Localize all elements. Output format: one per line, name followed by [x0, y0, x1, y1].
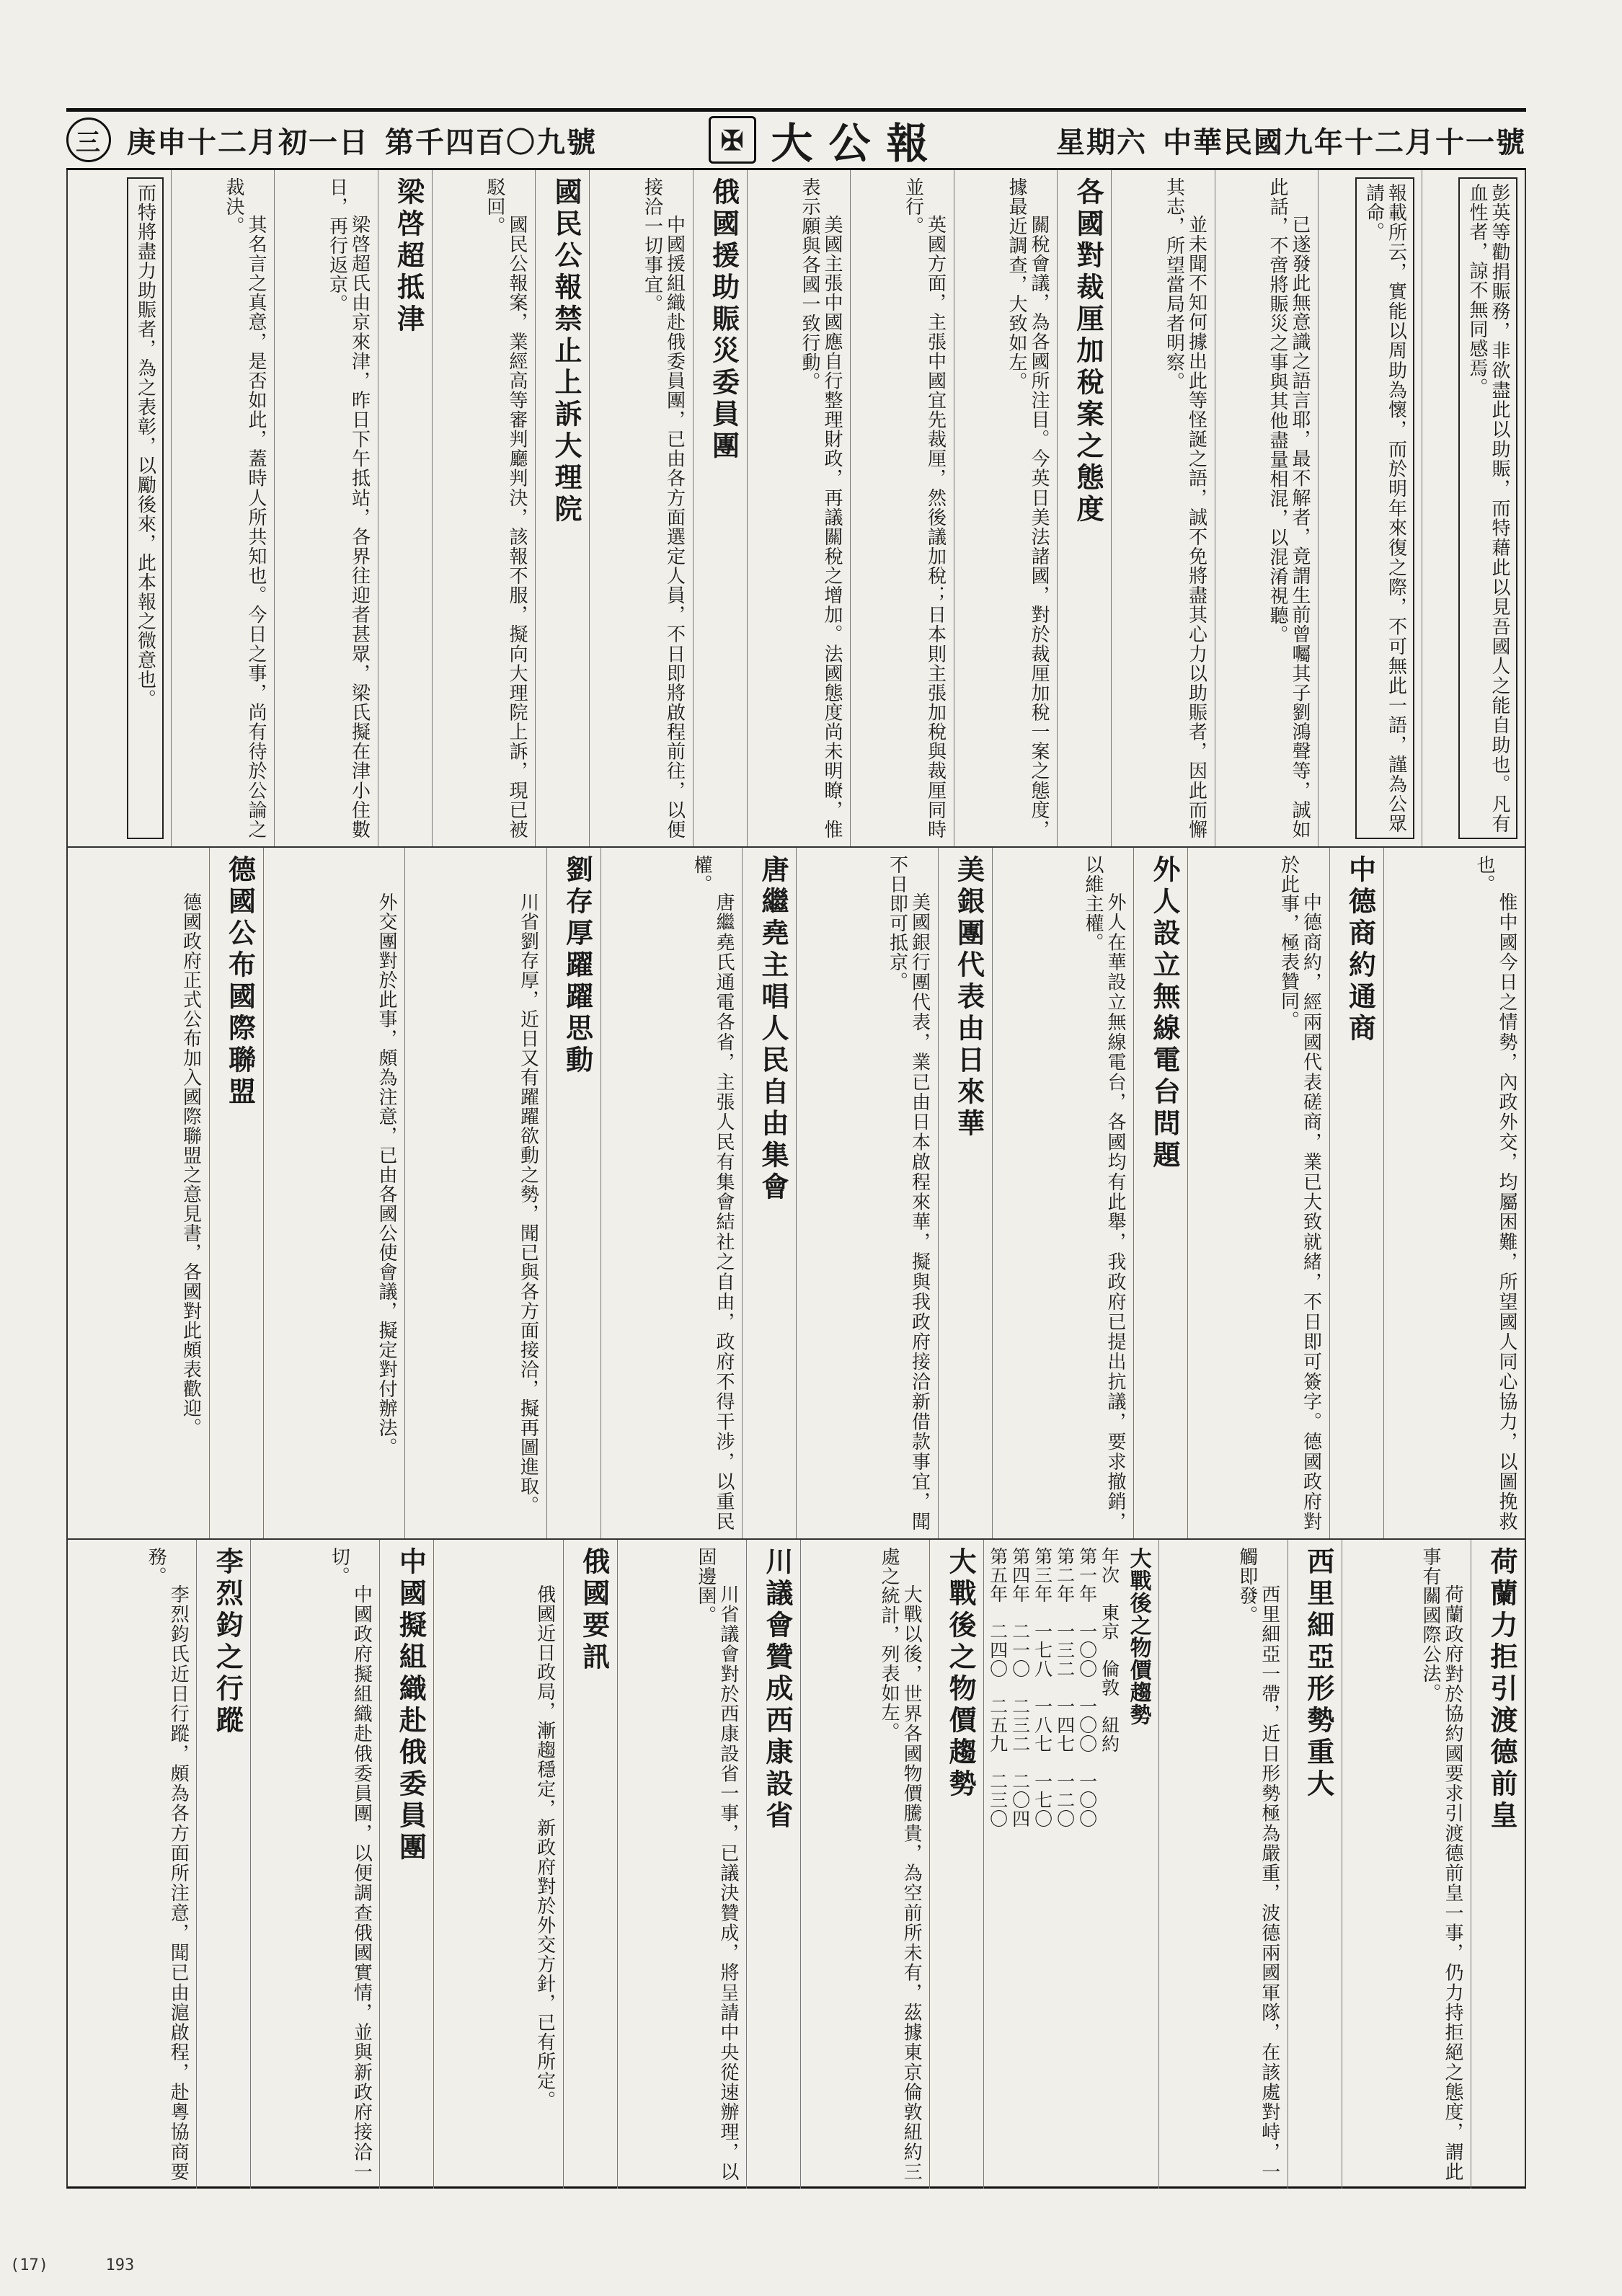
boxed-notice	[1422, 170, 1525, 846]
article-column	[432, 170, 536, 846]
boxed-notice	[68, 170, 171, 846]
article-column	[433, 1540, 562, 2189]
boxed-notice	[1318, 170, 1422, 846]
article-column	[263, 848, 405, 1538]
headline: 李烈鈞之行蹤	[211, 1547, 244, 1737]
article-heading	[563, 1540, 617, 2189]
article-column	[171, 170, 275, 846]
article-text: 大戰以後，世界各國物價騰貴，為空前所未有，茲據東京倫敦紐約三處之統計，列表如左。	[878, 1547, 923, 2181]
article-text: 惟中國今日之情勢，內政外交，均屬困難，所望國人同心協力，以圖挽救也。	[1473, 855, 1517, 1531]
article-heading	[379, 1540, 433, 2189]
article-heading	[1329, 848, 1383, 1538]
masthead	[66, 108, 1526, 170]
article-column	[404, 848, 546, 1538]
article-text: 英國方面，主張中國宜先裁厘，然後議加稅；日本則主張加稅與裁厘同時並行。	[902, 177, 947, 839]
reel-number: (17)	[10, 2256, 48, 2274]
article-column	[617, 1540, 746, 2189]
article-heading	[929, 1540, 983, 2189]
article-text: 已遂發此無意識之語言耶，最不解者，竟謂生前曾囑其子劉鴻聲等，誠如此話，不啻將賑災之事與其他盡量相混，以混淆視聽。	[1267, 177, 1311, 839]
issue-number: 第千四百〇九號	[385, 125, 597, 159]
body-frame	[66, 170, 1526, 2189]
article-text: 中國政府擬組織赴俄委員團，以便調查俄國實情，並與新政府接洽一切。	[328, 1547, 373, 2181]
article-text: 川省議會對於西康設省一事，已議決贊成，將呈請中央從速辦理，以固邊圉。	[694, 1547, 739, 2181]
frame-number: 193	[105, 2256, 135, 2274]
article-column	[1342, 1540, 1471, 2189]
article-column	[747, 170, 851, 846]
headline: 西里細亞形勢重大	[1302, 1547, 1335, 1801]
article-heading	[535, 170, 589, 846]
tier-bottom	[68, 1540, 1525, 2189]
article-column	[1187, 848, 1329, 1538]
article-text: 美國主張中國應自行整理財政，再議關稅之增加。法國態度尚未明瞭，惟表示願與各國一致行動。	[799, 177, 843, 839]
article-text: 美國銀行團代表，業已由日本啟程來華，擬與我政府接洽新借款事宜，聞不日即可抵京。	[886, 855, 931, 1531]
article-text: 中國援組織赴俄委員團，已由各方面選定人員，不日即將啟程前往，以便接洽一切事宜。	[641, 177, 686, 839]
article-text: 德國政府正式公布加入國際聯盟之意見書，各國對此頗表歡迎。	[180, 892, 202, 1437]
footer	[10, 2256, 134, 2274]
article-heading	[378, 170, 432, 846]
masthead-left	[66, 118, 597, 162]
article-heading	[746, 1540, 800, 2189]
table-body: 年次 東京 倫敦 紐約 第一年 一〇〇 一〇〇 一〇〇 第二年 一三二 一四七 一二〇 第三年 一七八 一八七 一七〇 第四年 二一〇 二三二 二〇四 第五年 二四〇 二五九 二三〇	[987, 1547, 1120, 1828]
article-heading	[938, 848, 992, 1538]
headline: 國民公報禁止上訴大理院	[550, 177, 582, 526]
notice-text: 而特將盡力助賑者，為之表彰，以勵後來，此本報之微意也。	[127, 177, 164, 839]
title-block	[709, 110, 944, 170]
page-marker: 三	[66, 118, 111, 162]
article-text: 國民公報案，業經高等審判廳判決，該報不服，擬向大理院上訴，現已被駁回。	[484, 177, 528, 839]
article-text: 荷蘭政府對於協約國要求引渡德前皇一事，仍力持拒絕之態度，謂此事有關國際公法。	[1419, 1547, 1463, 2181]
emblem-icon: ✠	[709, 116, 756, 164]
notice-text: 報載所云，實能以周助為懷，而於明年來復之際，不可無此一語，謹為公眾請命。	[1355, 177, 1414, 839]
article-text: 外交團對於此事，頗為注意，已由各國公使會議，擬定對付辦法。	[376, 892, 397, 1457]
article-text: 並未聞不知何據出此等怪誕之語，誠不免將盡其心力以助賑者，因此而懈其志，所望當局者明察。	[1163, 177, 1207, 839]
article-column	[250, 1540, 379, 2189]
article-text: 梁啓超氏由京來津，昨日下午抵站，各界往迎者甚眾，梁氏擬在津小住數日，再行返京。	[326, 177, 371, 839]
article-heading	[546, 848, 601, 1538]
article-heading	[1288, 1540, 1342, 2189]
headline: 外人設立無線電台問題	[1148, 855, 1181, 1172]
headline: 唐繼堯主唱人民自由集會	[757, 855, 789, 1204]
headline: 各國對裁厘加稅案之態度	[1072, 177, 1104, 526]
article-text: 西里細亞一帶，近日形勢極為嚴重，波德兩國軍隊，在該處對峙，一觸即發。	[1236, 1547, 1280, 2181]
headline: 大戰後之物價趨勢	[944, 1547, 978, 1801]
article-heading	[1471, 1540, 1525, 2189]
table-title: 大戰後之物價趨勢	[1125, 1547, 1151, 1726]
article-text: 俄國近日政局，漸趨穩定，新政府對於外交方針，已有所定。	[533, 1584, 556, 2110]
article-text: 川省劉存厚，近日又有躍躍欲動之勢，聞已與各方面接洽，擬再圖進取。	[517, 892, 539, 1515]
article-heading	[196, 1540, 250, 2189]
article-column	[1383, 848, 1525, 1538]
article-column	[68, 848, 209, 1538]
headline: 荷蘭力拒引渡德前皇	[1486, 1547, 1518, 1832]
headline: 中德商約通商	[1344, 855, 1377, 1045]
article-text: 唐繼堯氏通電各省，主張人民有集會結社之自由，政府不得干涉，以重民權。	[691, 855, 735, 1531]
weekday: 星期六	[1055, 125, 1147, 159]
headline: 俄國要訊	[577, 1547, 611, 1674]
article-column	[1158, 1540, 1288, 2189]
article-column	[954, 170, 1058, 846]
article-column	[850, 170, 954, 846]
article-heading	[693, 170, 747, 846]
headline: 美銀團代表由日來華	[952, 855, 985, 1140]
article-column	[68, 1540, 196, 2189]
headline: 川議會贊成西康設省	[761, 1547, 794, 1832]
masthead-right	[1056, 120, 1526, 161]
western-date: 中華民國九年十二月十一號	[1162, 125, 1526, 159]
article-heading	[209, 848, 263, 1538]
headline: 梁啓超抵津	[392, 177, 425, 336]
lunar-date: 庚申十二月初一日	[127, 125, 369, 159]
article-text: 其名言之真意，是否如此，蓋時人所共知也。今日之事，尚有待於公論之裁決。	[223, 177, 267, 839]
article-text: 中德商約，經兩國代表磋商，業已大致就緒，不日即可簽字。德國政府對於此事，極表贊同。	[1277, 855, 1322, 1531]
article-heading	[1133, 848, 1187, 1538]
headline: 中國擬組織赴俄委員團	[394, 1547, 427, 1864]
article-column	[589, 170, 693, 846]
notice-text: 彭英等勸捐賑務，非欲盡此以助賑，而特藉此以見吾國人之能自助也。凡有血性者，諒不無同感焉。	[1458, 177, 1517, 839]
headline: 劉存厚躍躍思動	[561, 855, 594, 1077]
article-heading	[1057, 170, 1111, 846]
article-text: 外人在華設立無線電台，各國均有此舉，我政府已提出抗議，要求撤銷，以維主權。	[1082, 855, 1126, 1531]
article-column	[601, 848, 743, 1538]
article-column	[274, 170, 378, 846]
price-table	[983, 1540, 1158, 2189]
article-text: 李烈鈞氏近日行蹤，頗為各方面所注意，聞已由滬啟程，赴粵協商要務。	[145, 1547, 190, 2181]
paper-title: 大公報	[771, 119, 944, 168]
tier-top	[68, 170, 1525, 848]
tier-middle	[68, 848, 1525, 1540]
headline: 俄國援助賑災委員團	[707, 177, 740, 463]
article-column	[800, 1540, 929, 2189]
article-text: 關稅會議，為各國所注目。今英日美法諸國，對於裁厘加稅一案之態度，據最近調查，大致如左。	[1006, 177, 1050, 839]
article-column	[1111, 170, 1215, 846]
article-column	[992, 848, 1134, 1538]
article-column	[1215, 170, 1319, 846]
article-column	[796, 848, 938, 1538]
headline: 德國公布國際聯盟	[223, 855, 257, 1109]
article-heading	[742, 848, 796, 1538]
